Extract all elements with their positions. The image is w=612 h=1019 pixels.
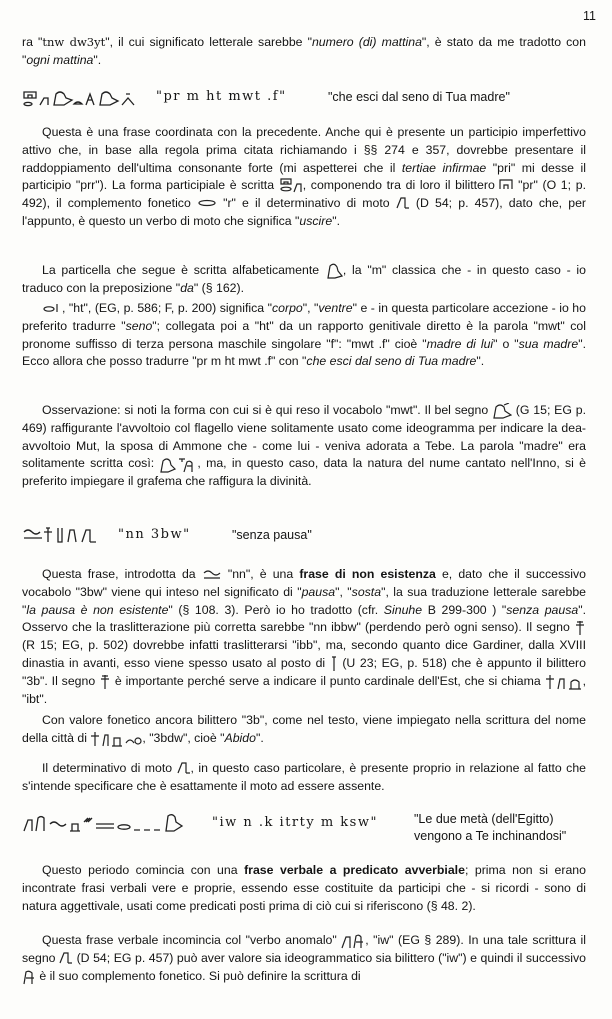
mother-word-icon [159, 456, 197, 470]
paragraph-non-esistenza: Questa frase, introdotta da "nn", è una frase di non esistenza e, dato che il successivo vocabolo "3bw" viene qui inteso nel significato di "pausa", "sosta", la sua traduzione letterale sarebbe "la pausa è non esistente" (§ 108. 3). Però io ho tradotto (cfr. Sinuhe B 299-300 ) "senza pausa". Osservo che la traslitterazione più corretta sarebbe "nn ibbw" (perdendo però ogni senso). Il segno (R 15; EG, p. 502) dovrebbe infatti traslitterarsi "ibb", ma, secondo quanto dice Gardiner, dalla XVIII dinastia in avanti, esso viene spesso usato al posto di (U 23; EG, p. 518) che è appunto il bilittero "3b". Il segno è importante perché serve a indicare il punto cardinale dell'Est, che si chiama , "ibt". [22, 567, 586, 706]
abydos-word-icon [90, 731, 142, 745]
translation-1: "che esci dal seno di Tua madre" [328, 90, 510, 104]
east-sign-icon [574, 620, 586, 634]
hieroglyph-line-1 [22, 86, 586, 108]
belly-sign-icon [42, 301, 62, 315]
paragraph-determinativo: Il determinativo di moto , in questo caso particolare, è presente proprio in relazione al fatto che s'intende specificare che è esattamente il moto ad essere assente. [22, 761, 587, 793]
calf-sign-icon [22, 969, 36, 983]
house-sign-icon [499, 178, 513, 192]
paragraph-ht: , "ht", (EG, p. 586; F, p. 200) significa "corpo", "ventre" e - in questa particolare accezione - io ho preferito tradurre "seno"; collegata poi a "ht" da un rapporto genitivale diretto è la parola "mwt" col pronome suffisso di terza persona maschile singolare "f": "mwt .f" cioè "madre di lui" o "sua madre". Ecco allora che posso tradurre "pr m ht mwt .f" con "che esci dal seno di Tua madre". [22, 301, 586, 369]
hieroglyph-group-icon [22, 524, 98, 544]
hieroglyph-line-3 [22, 810, 586, 846]
page-number: 11 [583, 9, 596, 23]
paragraph-osservazione: Osservazione: si noti la forma con cui si è qui reso il vocabolo "mwt". Il bel segno (G 15; EG p. 469) raffigurante l'avvoltoio col flagello viene solitamente usato come ideogramma per indicare la dea-avvoltoio Mut, la sposa di Ammone che - come lui - veniva adorata a Tebe. La parola "madre" era solitamente scritta così: , ma, in questo caso, data la natura del nume cantato nell'Inno, si è preferito impiegare il grafema che raffigura la divinità. [22, 403, 586, 489]
paragraph-verbo-anomalo: Questa frase verbale incomincia col "verbo anomalo" , "iw" (EG § 289). In una tale scrittura il segno (D 54; EG p. 457) può aver valore sia ideogrammatico sia bilittero ("iw") e quindi il successivo è il suo complemento fonetico. Si può definire la scrittura di [22, 933, 587, 983]
paragraph-coordinata: Questa è una frase coordinata con la precedente. Anche qui è presente un participio imperfettivo attivo che, in base alla regola prima citata richiamando i §§ 274 e 357, dovrebbe presentare il raddoppiamento dell'ultima consonante forte (mi aspetterei che il tertiae infirmae "pri" mi desse il participio "prr"). La forma participiale è scritta , componendo tra di loro il bilittero "pr" (O 1; p. 492), il complemento fonetico "r" e il determinativo di moto (D 54; p. 457), dato che, per l'appunto, è questo un verbo di moto che significa "uscire". [22, 125, 587, 228]
walking-legs-icon [177, 761, 191, 775]
east-sign-icon [99, 674, 111, 688]
owl-sign-icon [325, 263, 343, 277]
chisel-sign-icon [330, 656, 338, 670]
translation-2: "senza pausa" [232, 528, 312, 542]
hieroglyph-line-2 [22, 524, 586, 544]
translation-3-line-1: "Le due metà (dell'Egitto) [414, 812, 554, 826]
transliteration-1: "pr m ht mwt .f" [156, 89, 287, 104]
vulture-flail-icon [492, 403, 512, 417]
walking-legs-icon [59, 951, 73, 965]
paragraph-periodo: Questo periodo comincia con una frase verbale a predicato avverbiale; prima non si erano incontrate frasi verbali vere e proprie, essendo esse costituite da participi che - si ricordi - sono di natura aggettivale, usati come predicati posti prima di ciò cui si riferiscono (§ 48. 2). [22, 863, 586, 913]
hieroglyph-group-icon [22, 86, 144, 108]
iw-word-icon [341, 933, 365, 947]
paragraph-abido: Con valore fonetico ancora bilittero "3b", come nel testo, viene impiegato nella scrittura del nome della città di , "3bdw", cioè "Abido". [22, 713, 586, 745]
east-word-icon [545, 674, 583, 688]
paragraph-intro: ra "tnw dw3yt", il cui significato letterale sarebbe "numero (di) mattina", è stato da me tradotto con "ogni mattina". [22, 35, 586, 67]
walking-legs-icon [396, 196, 410, 210]
hieroglyph-group-icon [22, 812, 188, 834]
negation-arms-icon [202, 567, 222, 581]
translation-3-line-2: vengono a Te inchinandosi" [414, 829, 567, 843]
mouth-sign-icon [197, 196, 217, 210]
pr-sign-icon [279, 178, 303, 192]
transliteration-2: "nn 3bw" [118, 527, 191, 542]
transliteration-3: "iw n .k itrty m ksw" [212, 815, 378, 830]
paragraph-particella: La particella che segue è scritta alfabeticamente , la "m" classica che - in questo caso - io traduco con la preposizione "da" (§ 162). [22, 263, 587, 295]
